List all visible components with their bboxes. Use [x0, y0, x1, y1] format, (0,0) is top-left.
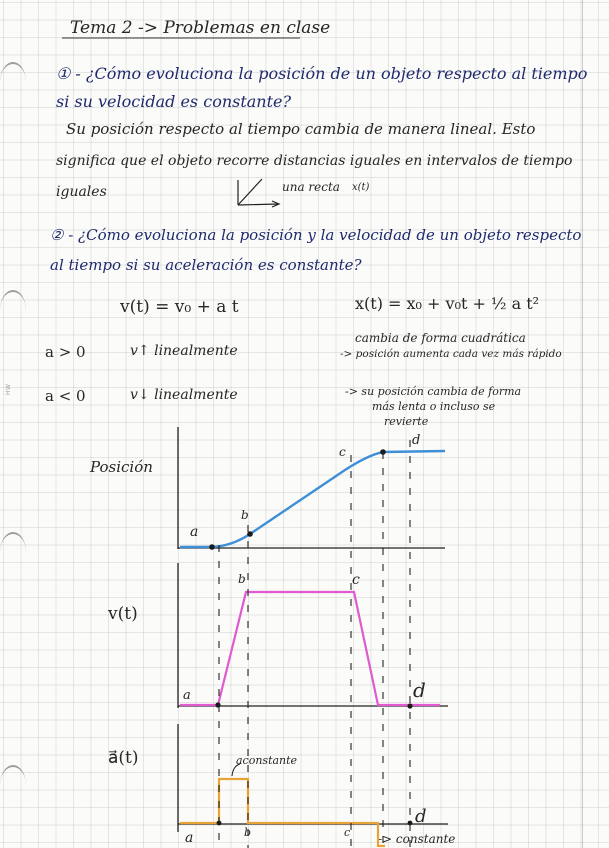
case-positive-condition: a > 0	[45, 343, 86, 361]
case-negative-note-3: revierte	[384, 415, 429, 428]
case-negative-velocity: v↓ linealmente	[130, 387, 238, 403]
velocity-formula: v(t) = v₀ + a t	[120, 297, 239, 317]
acceleration-note-pointer	[232, 764, 240, 776]
answer-1-line-1: Su posición respecto al tiempo cambia de manera lineal. Esto	[66, 120, 536, 138]
point-label-c: c	[352, 572, 360, 588]
point-label-a: a	[190, 524, 199, 540]
side-label: HW	[5, 383, 12, 395]
case-negative-condition: a < 0	[45, 387, 86, 405]
point-label-b: b	[244, 826, 252, 839]
point-label-d: d	[415, 806, 427, 827]
question-2-line-1: ② - ¿Cómo evoluciona la posición y la velocidad de un objeto respecto	[50, 226, 582, 244]
point-label-c: c	[344, 826, 351, 839]
time-guides	[219, 440, 410, 848]
velocity-graph-label: v(t)	[108, 604, 138, 624]
position-points	[209, 449, 386, 550]
answer-1-line-3: iguales	[56, 184, 107, 200]
case-positive-velocity: v↑ linealmente	[130, 343, 238, 359]
velocity-curve	[180, 592, 440, 705]
case-positive-note-1: cambia de forma cuadrática	[355, 331, 526, 345]
point-label-c: c	[339, 445, 346, 459]
point-label-d: d	[412, 433, 421, 448]
point-label-a: a	[185, 830, 194, 846]
constant-note: -> constante	[378, 832, 456, 846]
point-label-a: a	[183, 688, 191, 703]
acceleration-note: aconstante	[236, 754, 298, 767]
case-positive-note-2: -> posición aumenta cada vez más rápido	[340, 348, 562, 360]
sketch-note-xt: x(t)	[352, 182, 370, 193]
point-label-d: d	[413, 678, 426, 702]
case-negative-note-2: más lenta o incluso se	[372, 400, 496, 413]
page-title: Tema 2 -> Problemas en clase	[70, 18, 331, 38]
position-graph-label: Posición	[90, 458, 153, 476]
answer-1-line-2: significa que el objeto recorre distancias iguales en intervalos de tiempo	[56, 153, 573, 169]
acceleration-curve	[180, 779, 385, 846]
sketch-note: una recta	[282, 180, 340, 194]
case-negative-note-1: -> su posición cambia de forma	[345, 385, 522, 398]
position-curve	[180, 451, 445, 547]
linear-sketch-icon	[238, 179, 279, 207]
position-graph-axes	[178, 427, 445, 549]
position-formula: x(t) = x₀ + v₀t + ½ a t²	[355, 294, 540, 313]
acceleration-graph-label: a⃗(t)	[108, 748, 139, 768]
question-1-line-1: ① - ¿Cómo evoluciona la posición de un objeto respecto al tiempo	[56, 64, 588, 83]
question-2-line-2: al tiempo si su aceleración es constante?	[50, 256, 362, 274]
point-label-b: b	[241, 508, 249, 522]
velocity-graph-axes	[178, 563, 448, 708]
question-1-line-2: si su velocidad es constante?	[56, 92, 292, 111]
point-label-b: b	[238, 572, 246, 586]
